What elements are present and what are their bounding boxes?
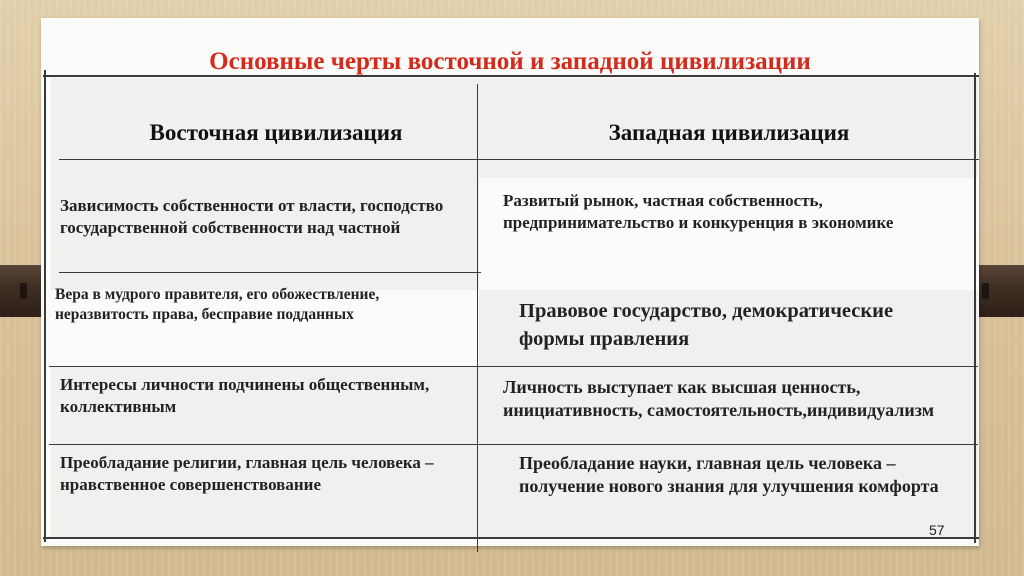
header-divider (59, 159, 979, 160)
cell-east-3: Интересы личности подчинены общественным, коллективным (60, 375, 430, 416)
cell-west-1: Развитый рынок, частная собственность, предпринимательство и конкуренция в экономике (503, 191, 894, 232)
cell-west-4: Преобладание науки, главная цель человека – получение нового знания для улучшения комфорта (519, 453, 939, 497)
board-peg (982, 283, 989, 299)
cell-west-3: Личность выступает как высшая ценность, инициативность, самостоятельность,индивидуализм (503, 377, 934, 421)
table-right-border (974, 73, 976, 543)
cell-east-4: Преобладание религии, главная цель человека – нравственное совершенствование (60, 453, 434, 494)
board-peg (20, 283, 27, 299)
table-bottom-border (43, 537, 979, 539)
cell-east-1: Зависимость собственности от власти, господство государственной собственности над частной (60, 196, 444, 237)
table-left-border (44, 70, 46, 542)
header-east: Восточная цивилизация (149, 120, 403, 145)
slide-title: Основные черты восточной и западной цивилизации (209, 48, 811, 75)
table-top-border (43, 75, 979, 77)
cell-east-2: Вера в мудрого правителя, его обожествление, неразвитость права, бесправие подданных (55, 286, 380, 323)
row-divider (49, 366, 978, 367)
row-divider (59, 272, 481, 273)
board-bar-left (0, 265, 46, 317)
cell-west-2: Правовое государство, демократические формы правления (519, 300, 894, 350)
slide-paper (41, 18, 979, 546)
slide-page-number: 57 (929, 522, 945, 538)
row-divider (49, 444, 978, 445)
header-west: Западная цивилизация (608, 120, 850, 145)
